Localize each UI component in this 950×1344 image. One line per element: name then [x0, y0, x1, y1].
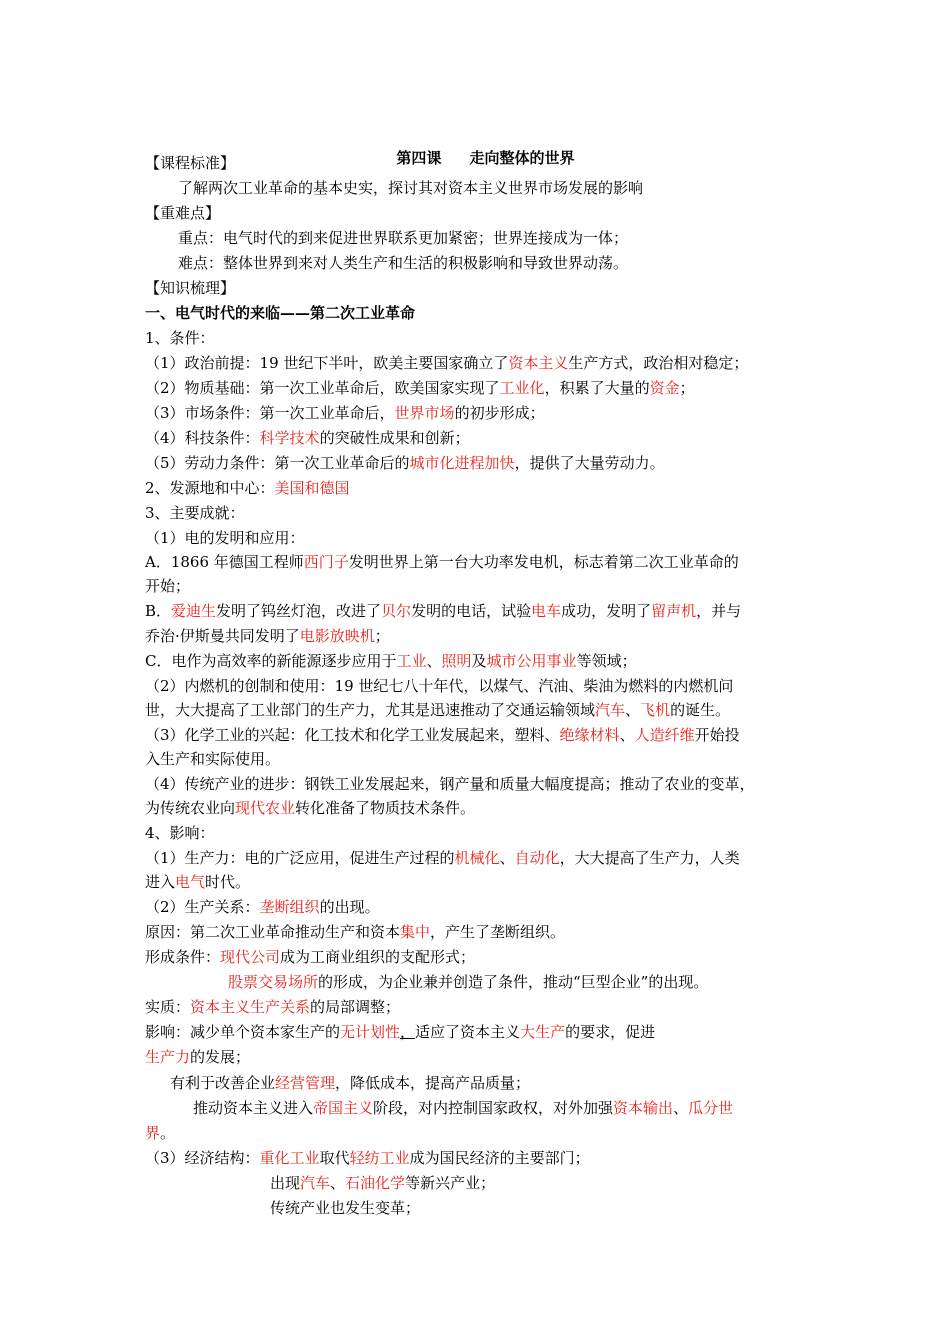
text-line: [145, 478, 350, 498]
text-line: [145, 897, 380, 917]
highlighted-term: 汽车: [595, 701, 626, 719]
highlighted-term: 电影放映机: [299, 627, 375, 645]
text-segment: 的出现。: [319, 898, 380, 916]
highlighted-term: 工业化: [499, 379, 545, 397]
highlighted-term: 资金: [649, 379, 680, 397]
text-segment: 1、条件：: [145, 329, 215, 347]
text-line: [145, 328, 215, 348]
highlighted-term: 资本主义: [508, 354, 569, 372]
text-segment: 开始投: [694, 726, 740, 744]
text-segment: （2）物质基础：第一次工业革命后，欧美国家实现了: [145, 379, 500, 397]
text-segment: 的要求，促进: [565, 1023, 656, 1041]
text-segment: （1）生产力：电的广泛应用，促进生产过程的: [145, 849, 455, 867]
highlighted-term: 瓜分世: [688, 1099, 734, 1117]
text-segment: （2）生产关系：: [145, 898, 260, 916]
text-line: [145, 378, 695, 398]
text-segment: 重点：电气时代的到来促进世界联系更加紧密；世界连接成为一体；: [178, 229, 629, 247]
text-line: [145, 353, 748, 373]
highlighted-term: 电气: [175, 873, 206, 891]
text-line: [145, 528, 305, 548]
text-segment: （1）政治前提：19 世纪下半叶，欧美主要国家确立了: [145, 354, 509, 372]
highlighted-term: 爱迪生: [171, 602, 217, 620]
text-segment: ，提供了大量劳动力。: [514, 454, 665, 472]
text-segment: 、: [330, 1174, 346, 1192]
text-segment: 4、影响：: [145, 824, 215, 842]
highlighted-term: 世界市场: [394, 404, 455, 422]
highlighted-term: 自动化: [514, 849, 560, 867]
highlighted-term: 工业: [396, 652, 427, 670]
text-segment: 的初步形成；: [454, 404, 545, 422]
text-segment: ；: [374, 627, 390, 645]
text-line: [145, 823, 215, 843]
text-segment: ，并与: [696, 602, 742, 620]
text-line: [145, 651, 637, 671]
highlighted-term: 现代公司: [220, 948, 281, 966]
text-segment: 等领域；: [576, 652, 637, 670]
text-line: [145, 774, 755, 794]
text-line: [145, 1022, 655, 1042]
text-segment: ，积累了大量的: [544, 379, 650, 397]
text-segment: 难点：整体世界到来对人类生产和生活的积极影响和导致世界动荡。: [178, 254, 629, 272]
highlighted-term: 留声机: [651, 602, 697, 620]
text-line: [145, 1148, 590, 1168]
highlighted-term: 城市公用事业: [486, 652, 577, 670]
text-segment: 成为国民经济的主要部门；: [409, 1149, 590, 1167]
highlighted-term: 资本主义生产关系: [190, 998, 311, 1016]
text-segment: 推动资本主义进入: [193, 1099, 314, 1117]
text-segment: 成为工商业组织的支配形式；: [280, 948, 476, 966]
highlighted-term: 西门子: [303, 553, 349, 571]
text-segment: 出现: [270, 1174, 301, 1192]
text-segment: 、: [673, 1099, 689, 1117]
highlighted-term: 轻纺工业: [349, 1149, 410, 1167]
text-segment: 原因：第二次工业革命推动生产和资本: [145, 923, 401, 941]
text-segment: 形成条件：: [145, 948, 221, 966]
text-segment: 有利于改善企业: [170, 1074, 276, 1092]
text-segment: （3）市场条件：第一次工业革命后，: [145, 404, 395, 422]
text-segment: 世，大大提高了工业部门的生产力，尤其是迅速推动了交通运输领域: [145, 701, 596, 719]
text-segment: 发明了钨丝灯泡，改进了: [216, 602, 382, 620]
text-line: [145, 1123, 175, 1143]
highlighted-term: 股票交易场所: [228, 973, 319, 991]
text-segment: 开始；: [145, 577, 191, 595]
text-line: [145, 676, 733, 696]
text-segment: 为传统农业向: [145, 799, 236, 817]
highlighted-term: 垄断组织: [259, 898, 320, 916]
text-segment: 传统产业也发生变革；: [270, 1199, 421, 1217]
text-segment: 、: [499, 849, 515, 867]
text-line: [145, 749, 280, 769]
text-segment: ；: [679, 379, 695, 397]
text-segment: 的发展；: [190, 1048, 251, 1066]
highlighted-term: 集中: [400, 923, 431, 941]
text-segment: 2、发源地和中心：: [145, 479, 275, 497]
text-line: [145, 552, 739, 572]
text-segment: （4）传统产业的进步：钢铁工业发展起来，钢产量和质量大幅度提高；推动了农业的变革，: [145, 775, 755, 793]
text-segment: （2）内燃机的创制和使用：19 世纪七八十年代，以煤气、汽油、柴油为燃料的内燃机问: [145, 677, 734, 695]
text-segment: 阶段，对内控制国家政权，对外加强: [373, 1099, 614, 1117]
lesson-title: 走向整体的世界: [469, 149, 575, 167]
text-segment: 等新兴产业；: [405, 1174, 496, 1192]
text-segment: 成功，发明了: [561, 602, 652, 620]
highlighted-term: 帝国主义: [313, 1099, 374, 1117]
highlighted-term: 电车: [531, 602, 562, 620]
text-segment: 的形成，为企业兼并创造了条件，推动“巨型企业”的出现。: [318, 973, 709, 991]
text-line: [145, 428, 470, 448]
text-segment: （5）劳动力条件：第一次工业革命后的: [145, 454, 410, 472]
highlighted-term: 无计划性: [340, 1023, 401, 1041]
text-line: [145, 922, 565, 942]
text-segment: B．: [145, 602, 172, 620]
text-line: [145, 626, 390, 646]
text-line: [145, 503, 245, 523]
text-segment: A．1866 年德国工程师: [145, 553, 304, 571]
highlighted-term: 科学技术: [259, 429, 320, 447]
lesson-number: 第四课: [396, 149, 442, 167]
text-segment: 的局部调整；: [310, 998, 401, 1016]
text-segment: 、: [426, 652, 442, 670]
text-line: [145, 798, 475, 818]
text-segment: 入生产和实际使用。: [145, 750, 281, 768]
text-segment: 的突破性成果和创新；: [319, 429, 470, 447]
text-segment: ，大大提高了生产力，人类: [559, 849, 740, 867]
text-line: [145, 947, 475, 967]
text-segment: 取代: [319, 1149, 350, 1167]
text-segment: （3）化学工业的兴起：化工技术和化学工业发展起来，塑料、: [145, 726, 560, 744]
text-line: [193, 1098, 733, 1118]
text-segment: 影响：减少单个资本家生产的: [145, 1023, 341, 1041]
text-segment: 生产方式，政治相对稳定；: [568, 354, 749, 372]
text-line: [170, 1073, 530, 1093]
text-segment: 的诞生。: [670, 701, 731, 719]
text-segment: C．电作为高效率的新能源逐步应用于: [145, 652, 397, 670]
text-segment: 进入: [145, 873, 176, 891]
highlighted-term: 照明: [441, 652, 472, 670]
highlighted-term: 界: [145, 1124, 161, 1142]
text-segment: 适应了资本主义: [415, 1023, 521, 1041]
text-line: [145, 453, 665, 473]
highlighted-term: 汽车: [300, 1174, 331, 1192]
text-segment: 、: [619, 726, 635, 744]
text-segment: 了解两次工业革命的基本史实，探讨其对资本主义世界市场发展的影响: [178, 179, 644, 197]
text-segment: 一、电气时代的来临——第二次工业革命: [145, 304, 416, 322]
highlighted-term: 飞机: [640, 701, 671, 719]
highlighted-term: 绝缘材料: [559, 726, 620, 744]
text-line: [145, 203, 220, 223]
text-line: [145, 278, 235, 298]
text-line: [145, 848, 740, 868]
text-segment: 乔治·伊斯曼共同发明了: [145, 627, 300, 645]
text-line: [145, 700, 730, 720]
text-segment: （3）经济结构：: [145, 1149, 260, 1167]
text-line: [145, 872, 250, 892]
text-segment: ，降低成本，提高产品质量；: [335, 1074, 531, 1092]
text-segment: 、: [625, 701, 641, 719]
text-line: [145, 303, 415, 323]
highlighted-term: 人造纤维: [634, 726, 695, 744]
highlighted-term: 资本输出: [613, 1099, 674, 1117]
text-line: [145, 601, 741, 621]
highlighted-term: 贝尔: [381, 602, 412, 620]
highlighted-term: 石油化学: [345, 1174, 406, 1192]
text-segment: 。: [160, 1124, 176, 1142]
highlighted-term: 城市化进程加快: [409, 454, 515, 472]
text-line: [228, 972, 708, 992]
text-segment: （1）电的发明和应用：: [145, 529, 305, 547]
text-line: [178, 228, 628, 248]
highlighted-term: 机械化: [454, 849, 500, 867]
text-line: [145, 403, 545, 423]
text-line: [145, 153, 235, 173]
text-segment: 时代。: [205, 873, 251, 891]
text-segment: ，产生了垄断组织。: [430, 923, 566, 941]
text-segment: 【课程标准】: [145, 154, 236, 172]
highlighted-term: 重化工业: [259, 1149, 320, 1167]
text-segment: 【重难点】: [145, 204, 221, 222]
text-segment: 【知识梳理】: [145, 279, 236, 297]
text-line: [178, 178, 643, 198]
text-line: [178, 253, 628, 273]
text-segment: 发明世界上第一台大功率发电机，标志着第二次工业革命的: [348, 553, 739, 571]
highlighted-term: 美国和德国: [274, 479, 350, 497]
text-line: [145, 576, 190, 596]
highlighted-term: 大生产: [520, 1023, 566, 1041]
text-segment: 转化准备了物质技术条件。: [295, 799, 476, 817]
text-segment: 及: [471, 652, 487, 670]
text-line: [270, 1198, 420, 1218]
text-line: [145, 725, 740, 745]
text-segment: 实质：: [145, 998, 191, 1016]
text-segment: ，: [400, 1023, 416, 1041]
text-segment: 发明的电话，试验: [411, 602, 532, 620]
highlighted-term: 生产力: [145, 1048, 191, 1066]
highlighted-term: 现代农业: [235, 799, 296, 817]
text-segment: （4）科技条件：: [145, 429, 260, 447]
text-segment: 3、主要成就：: [145, 504, 245, 522]
text-line: [145, 1047, 250, 1067]
text-line: [270, 1173, 495, 1193]
text-line: [145, 997, 400, 1017]
highlighted-term: 经营管理: [275, 1074, 336, 1092]
